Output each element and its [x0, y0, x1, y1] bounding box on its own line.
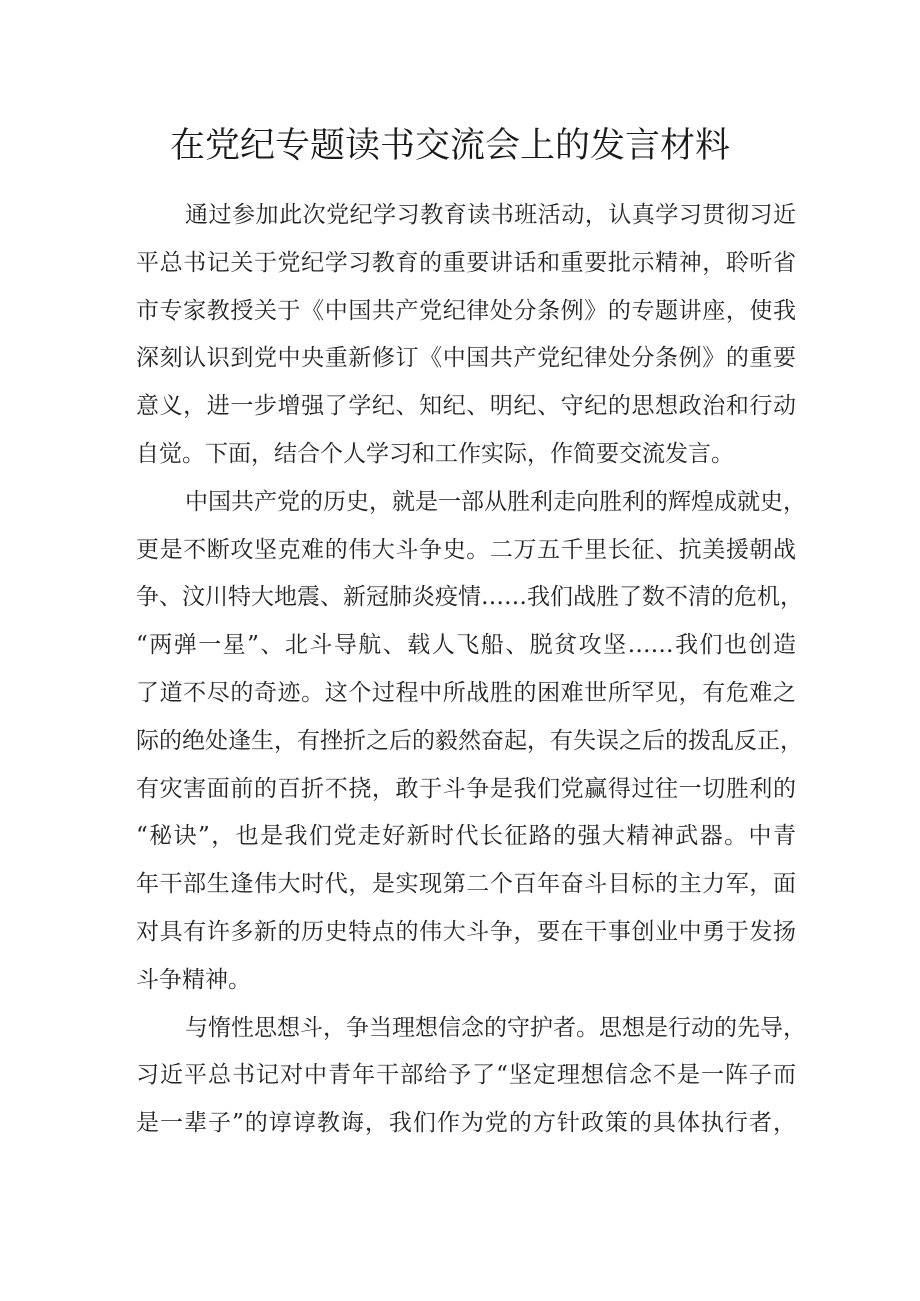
- document-title: 在党纪专题读书交流会上的发言材料: [169, 126, 730, 166]
- paragraph-line: “两弹一星”、北斗导航、载人飞船、脱贫攻坚……我们也创造: [136, 632, 796, 659]
- paragraph-line: 对具有许多新的历史特点的伟大斗争，要在干事创业中勇于发扬: [136, 918, 796, 945]
- paragraph-line: 平总书记关于党纪学习教育的重要讲话和重要批示精神，聆听省: [136, 249, 796, 276]
- paragraph-line: 与惰性思想斗，争当理想信念的守护者。思想是行动的先导，: [185, 1014, 806, 1041]
- document-body: [136, 192, 806, 1148]
- paragraph-line: 争、汶川特大地震、新冠肺炎疫情……我们战胜了数不清的危机，: [136, 584, 803, 611]
- paragraph-line: 更是不断攻坚克难的伟大斗争史。二万五千里长征、抗美援朝战: [136, 536, 796, 563]
- paragraph-line: 通过参加此次党纪学习教育读书班活动，认真学习贯彻习近: [185, 202, 796, 228]
- paragraph-line: 有灾害面前的百折不挠，敢于斗争是我们党赢得过往一切胜利的: [136, 775, 796, 802]
- paragraph-line: 习近平总书记对中青年干部给予了“坚定理想信念不是一阵子而: [136, 1062, 796, 1089]
- paragraph-line: 是一辈子”的谆谆教诲，我们作为党的方针政策的具体执行者，: [136, 1110, 796, 1137]
- paragraph-line: 年干部生逢伟大时代，是实现第二个百年奋斗目标的主力军，面: [136, 871, 796, 898]
- paragraph-line: 深刻认识到党中央重新修订《中国共产党纪律处分条例》的重要: [136, 345, 796, 372]
- paragraph-line: 自觉。下面，结合个人学习和工作实际，作简要交流发言。: [136, 440, 734, 467]
- paragraph-line: 斗争精神。: [136, 966, 251, 993]
- paragraph-line: “秘诀”，也是我们党走好新时代长征路的强大精神武器。中青: [136, 823, 796, 850]
- paragraph-line: 际的绝处逢生，有挫折之后的毅然奋起，有失误之后的拨乱反正，: [136, 727, 803, 754]
- paragraph-line: 了道不尽的奇迹。这个过程中所战胜的困难世所罕见，有危难之: [136, 679, 796, 706]
- paragraph-line: 中国共产党的历史，就是一部从胜利走向胜利的辉煌成就史，: [185, 488, 806, 515]
- paragraph-line: 意义，进一步增强了学纪、知纪、明纪、守纪的思想政治和行动: [136, 393, 796, 420]
- paragraph-line: 市专家教授关于《中国共产党纪律处分条例》的专题讲座，使我: [136, 297, 796, 324]
